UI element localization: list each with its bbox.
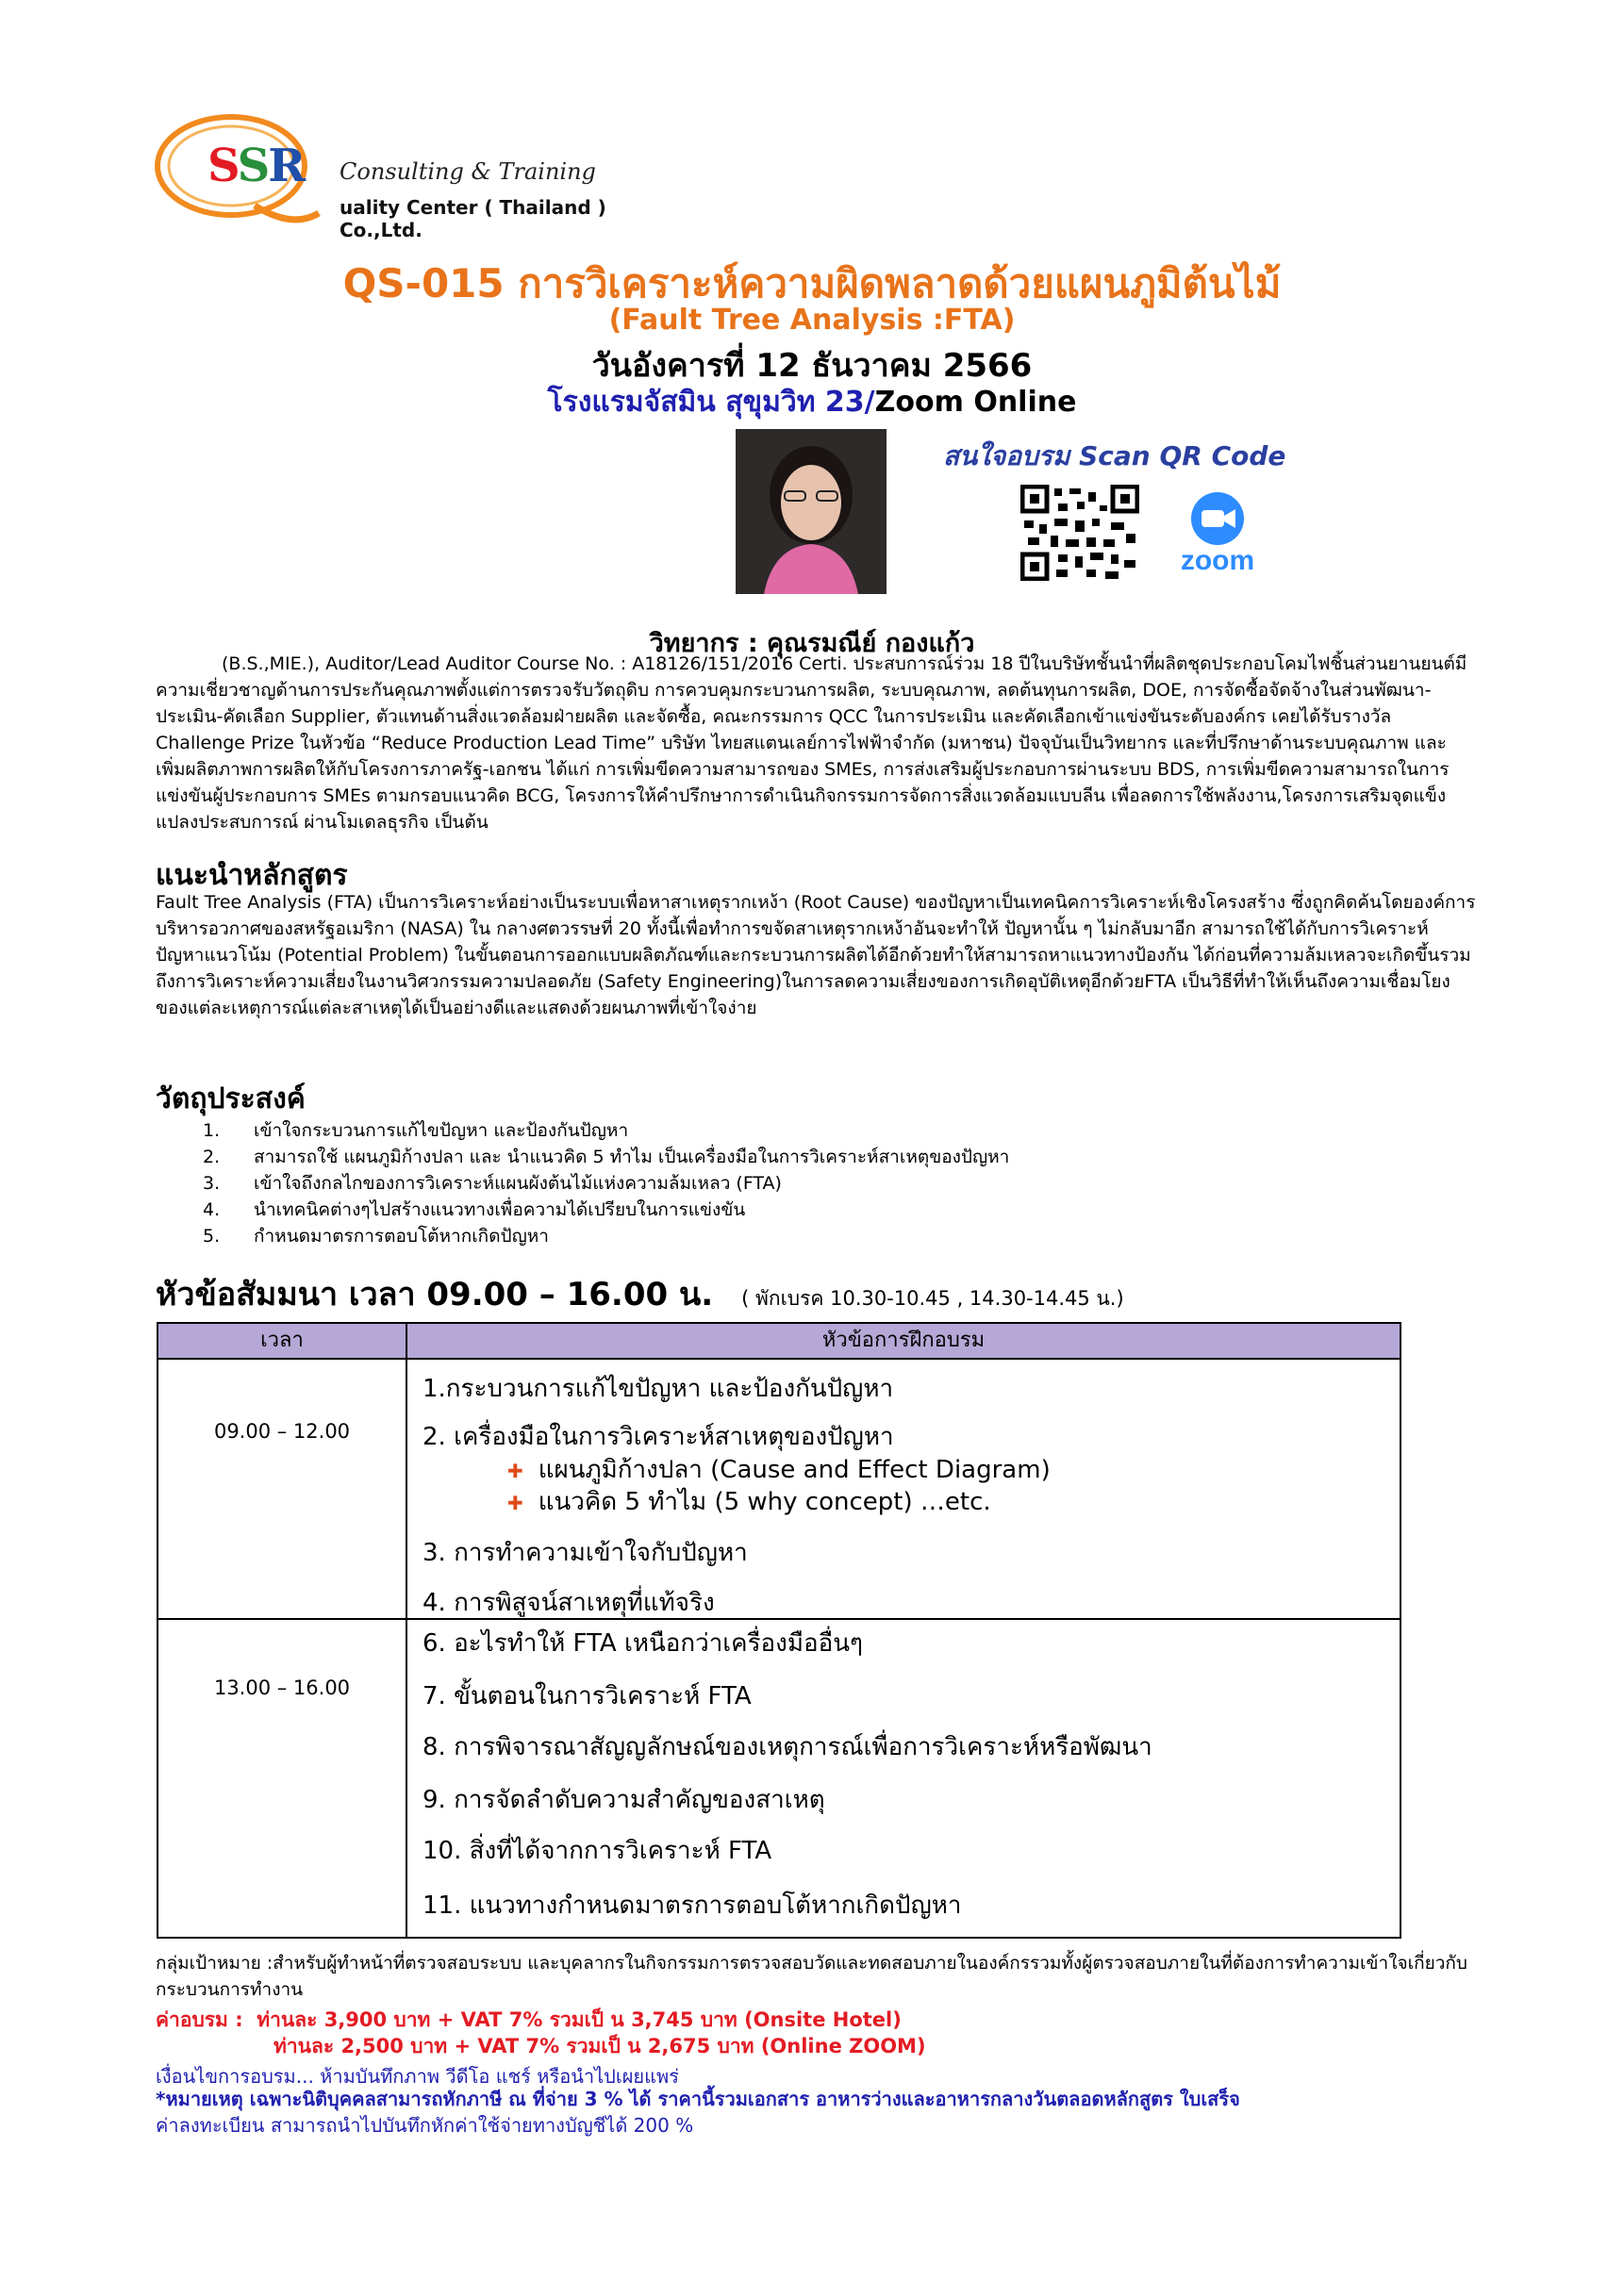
- company-logo: [151, 111, 679, 241]
- list-item: 2. สามารถใช้ แผนภูมิก้างปลา และ นำแนวคิด 5 ทำไม เป็นเครื่องมือในการวิเคราะห์สาเหตุของปัญหา: [203, 1147, 1010, 1167]
- course-subtitle: (Fault Tree Analysis :FTA): [608, 304, 1016, 337]
- qr-caption: สนใจอบรม Scan QR Code: [943, 440, 1286, 471]
- list-item: 3. เข้าใจถึงกลไกของการวิเคราะห์แผนผังต้นไม้แห่งความล้มเหลว (FTA): [203, 1173, 782, 1194]
- logo-brand: SSR: [207, 140, 305, 192]
- topic-item: 1.กระบวนการแก้ไขปัญหา และป้องกันปัญหา: [423, 1375, 894, 1403]
- arrow-bullet-icon: ✚: [507, 1460, 523, 1482]
- course-venue: โรงแรมจัสมิน สุขุมวิท 23/Zoom Online: [547, 386, 1077, 419]
- topic-item: 2. เครื่องมือในการวิเคราะห์สาเหตุของปัญหา: [423, 1423, 894, 1451]
- topic-item: 4. การพิสูจน์สาเหตุที่แท้จริง: [423, 1589, 715, 1617]
- topic-item: 6. อะไรทำให้ FTA เหนือกว่าเครื่องมืออื่นๆ: [423, 1629, 863, 1658]
- topic-item: 8. การพิจารณาสัญญลักษณ์ของเหตุการณ์เพื่อการวิเคราะห์หรือพัฒนา: [423, 1733, 1152, 1761]
- afternoon-time: 13.00 – 16.00: [213, 1677, 351, 1699]
- topic-item: 10. สิ่งที่ได้จากการวิเคราะห์ FTA: [423, 1837, 772, 1865]
- col-time-header: เวลา: [260, 1329, 304, 1352]
- row-divider: [158, 1618, 1400, 1620]
- speaker-photo: [736, 429, 887, 594]
- topic-item: 3. การทำความเข้าใจกับปัญหา: [423, 1539, 748, 1567]
- zoom-camera-icon: [1166, 490, 1269, 575]
- arrow-bullet-icon: ✚: [507, 1492, 523, 1514]
- course-date: วันอังคารที่ 12 ธันวาคม 2566: [591, 347, 1033, 385]
- remark-note: *หมายเหตุ เฉพาะนิติบุคคลสามารถหักภาษี ณ ที่จ่าย 3 % ได้ ราคานี้รวมเอกสาร อาหารว่างและอาหารกลางวันตลอดหลักสูตร ใบเสร็จ ค่าลงทะเบียน สามารถนำไปบันทึกหักค่าใช้จ่ายทางบัญชีได้ 200 %: [156, 2088, 1240, 2137]
- schedule-table: [157, 1322, 1401, 1939]
- intro-heading: แนะนำหลักสูตร: [156, 859, 348, 892]
- course-title: QS-015 การวิเคราะห์ความผิดพลาดด้วยแผนภูมิต้นไม้: [342, 260, 1282, 306]
- intro-text: Fault Tree Analysis (FTA) เป็นการวิเคราะห์อย่างเป็นระบบเพื่อหาสาเหตุรากเหง้า (Root Cause) ของปัญหาเป็นเทคนิคการวิเคราะห์เชิงโครงสร้าง ซึ่งถูกคิดค้นโดยองค์การบริหารอวกาศของสหรัฐอเมริกา (NASA) ใน กลางศตวรรษที่ 20 ทั้งนี้เพื่อทำการขจัดสาเหตุรากเหง้าอันจะทำให้ ปัญหานั้น ๆ ไม่กลับมาอีก สามารถใช้ได้กับการวิเคราะห์ปัญหาแนวโน้ม (Potential Problem) ในขั้นตอนการออกแบบผลิตภัณฑ์และกระบวนการผลิตได้อีกด้วยทำให้สามารถหาแนวทางป้องกัน ได้ก่อนที่ความล้มเหลวจะเกิดขึ้นรวมถึงการวิเคราะห์ความเสี่ยงในงานวิศวกรรมความปลอดภัย (Safety Engineering)ในการลดความเสี่ยงของการเกิดอุบัติเหตุอีกด้วยFTA เป็นวิธีที่ทำให้เห็นถึงความเชื่อมโยงของแต่ละเหตุการณ์แต่ละสาเหตุได้เป็นอย่างดีและแสดงด้วยผนภาพที่เข้าใจง่าย: [156, 892, 1476, 1018]
- training-conditions: เงื่อนไขการอบรม... ห้ามบันทึกภาพ วีดีโอ แชร์ หรือนำไปเผยแพร่: [156, 2065, 679, 2088]
- morning-time: 09.00 – 12.00: [213, 1420, 351, 1443]
- target-audience: กลุ่มเป้าหมาย :สำหรับผู้ทำหน้าที่ตรวจสอบระบบ และบุคลากรในกิจกรรมการตรวจสอบวัดและทดสอบภายในองค์กรรวมทั้งผู้ตรวจสอบภายในที่ต้องการทำความเข้าใจเกี่ยวกับกระบวนการทำงาน: [156, 1953, 1467, 2000]
- zoom-logo: [1166, 490, 1269, 575]
- objectives-list: [203, 1117, 1009, 1249]
- objectives-heading: วัตถุประสงค์: [156, 1082, 306, 1115]
- list-item: 4. นำเทคนิคต่างๆไปสร้างแนวทางเพื่อความได้เปรียบในการแข่งขัน: [203, 1199, 746, 1220]
- fee-onsite: ค่าอบรม : ท่านละ 3,900 บาท + VAT 7% รวมเป็ น 3,745 บาท (Onsite Hotel): [156, 2008, 902, 2031]
- logo-company-name: uality Center ( Thailand ) Co.,Ltd.: [340, 196, 606, 241]
- zoom-wordmark: zoom: [1180, 545, 1255, 575]
- topic-item: 9. การจัดลำดับความสำคัญของสาเหตุ: [423, 1786, 825, 1814]
- speaker-bio: (B.S.,MIE.), Auditor/Lead Auditor Course No. : A18126/151/2016 Certi. ประสบการณ์ร่วม 18 ปีในบริษัทชั้นนำที่ผลิตชุดประกอบโคมไฟชิ้นส่วนยานยนต์มีความเชี่ยวชาญด้านการประกันคุณภาพตั้งแต่การตรวจรับวัตถุดิบ การควบคุมกระบวนการผลิต, ระบบคุณภาพ, ลดต้นทุนการผลิต, DOE, การจัดซื้อจัดจ้างในส่วนพัฒนา-ประเมิน-คัดเลือก Supplier, ตัวแทนด้านสิ่งแวดล้อมฝ่ายผลิต และจัดซื้อ, คณะกรรมการ QCC ในการประเมิน และคัดเลือกเข้าแข่งขันระดับองค์กร เคยได้รับรางวัล Challenge Prize ในหัวข้อ “Reduce Production Lead Time” บริษัท ไทยสแตนเลย์การไฟฟ้าจำกัด (มหาชน) ปัจจุบันเป็นวิทยากร และที่ปรึกษาด้านระบบคุณภาพ และเพิ่มผลิตภาพการผลิตให้กับโครงการภาครัฐ-เอกชน ได้แก่ การเพิ่มขีดความสามารถของ SMEs, การส่งเสริมผู้ประกอบการผ่านระบบ BDS, การเพิ่มขีดความสามารถในการแข่งขันผู้ประกอบการ SMEs ตามกรอบแนวคิด BCG, โครงการให้คำปรึกษาการดำเนินกิจกรรมการจัดการสิ่งแวดล้อมแบบลีน เพื่อลดการใช้พลังงาน,โครงการเสริมจุดแข็ง แปลงประสบการณ์ ผ่านโมเดลธุรกิจ เป็นต้น: [156, 653, 1467, 833]
- fee-online: ท่านละ 2,500 บาท + VAT 7% รวมเป็ น 2,675 บาท (Online ZOOM): [273, 2035, 926, 2057]
- list-item: 5. กำหนดมาตรการตอบโต้หากเกิดปัญหา: [203, 1226, 549, 1247]
- list-item: 1. เข้าใจกระบวนการแก้ไขปัญหา และป้องกันปัญหา: [203, 1120, 629, 1141]
- col-topic-header: หัวข้อการฝึกอบรม: [821, 1329, 986, 1352]
- topic-subitem: ✚ แผนภูมิก้างปลา (Cause and Effect Diagram): [507, 1456, 1051, 1484]
- column-divider: [406, 1324, 407, 1937]
- topic-item: 7. ขั้นตอนในการวิเคราะห์ FTA: [423, 1682, 752, 1710]
- topic-subitem: ✚ แนวคิด 5 ทำไม (5 why concept) …etc.: [507, 1488, 991, 1516]
- logo-tagline: Consulting & Training: [340, 158, 596, 185]
- seminar-heading: หัวข้อสัมมนา เวลา 09.00 – 16.00 น. ( พักเบรค 10.30-10.45 , 14.30-14.45 น.): [156, 1276, 1124, 1313]
- speaker-name: วิทยากร : คุณรมณีย์ กองแก้ว: [649, 629, 975, 658]
- qr-code-icon[interactable]: [1020, 485, 1139, 581]
- topic-item: 11. แนวทางกำหนดมาตรการตอบโต้หากเกิดปัญหา: [423, 1891, 962, 1920]
- break-times: ( พักเบรค 10.30-10.45 , 14.30-14.45 น.): [741, 1287, 1124, 1310]
